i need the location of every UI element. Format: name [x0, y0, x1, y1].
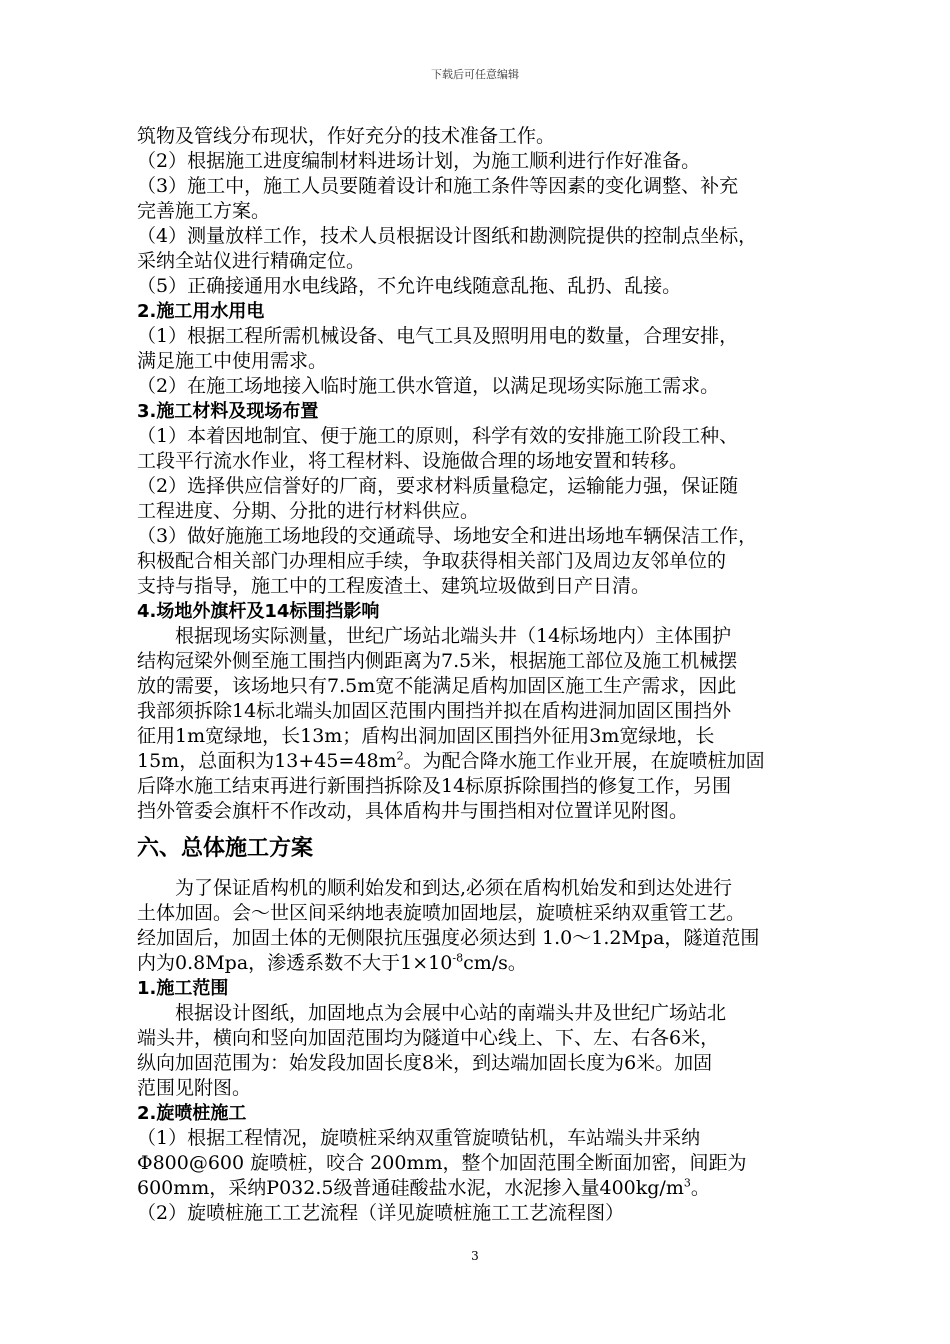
- paragraph-line: 范围见附图。: [137, 1077, 252, 1099]
- paragraph-line: 积极配合相关部门办理相应手续，争取获得相关部门及周边友邻单位的: [137, 550, 727, 572]
- paragraph-line: 征用1m宽绿地，长13m；盾构出洞加固区围挡外征用3m宽绿地，长: [137, 725, 715, 747]
- paragraph-line: 经加固后，加固土体的无侧限抗压强度必须达到 1.0～1.2Mpa，隧道范围: [137, 927, 760, 949]
- paragraph-line: 放的需要，该场地只有7.5m宽不能满足盾构加固区施工生产需求，因此: [137, 675, 737, 697]
- paragraph-line: （3）做好施施工场地段的交通疏导、场地安全和进出场地车辆保洁工作，: [137, 525, 758, 547]
- paragraph-line: 纵向加固范围为：始发段加固长度8米，到达端加固长度为6米。加固: [137, 1052, 713, 1074]
- paragraph-line: 根据设计图纸，加固地点为会展中心站的南端头井及世纪广场站北: [175, 1002, 727, 1024]
- text-segment: 内为0.8Mpa，渗透系数不大于1×10: [137, 952, 453, 974]
- paragraph-line: 工段平行流水作业，将工程材料、设施做合理的场地安置和转移。: [137, 450, 689, 472]
- subheading: 4.场地外旗杆及14标围挡影响: [137, 601, 380, 622]
- paragraph-line: 筑物及管线分布现状，作好充分的技术准备工作。: [137, 125, 556, 147]
- paragraph-line: （1）根据工程所需机械设备、电气工具及照明用电的数量，合理安排，: [137, 325, 739, 347]
- paragraph-line: [137, 749, 849, 774]
- paragraph-line: 根据现场实际测量，世纪广场站北端头井（14标场地内）主体围护: [175, 625, 732, 647]
- paragraph-line: 满足施工中使用需求。: [137, 350, 328, 372]
- paragraph-line: 结构冠梁外侧至施工围挡内侧距离为7.5米，根据施工部位及施工机械摆: [137, 650, 738, 672]
- superscript: 3: [683, 1176, 691, 1190]
- paragraph-line: [137, 951, 849, 976]
- paragraph-line: 端头井，横向和竖向加固范围均为隧道中心线上、下、左、右各6米，: [137, 1027, 720, 1049]
- text-segment: 。: [690, 1177, 710, 1199]
- paragraph-line: （2）在施工场地接入临时施工供水管道，以满足现场实际施工需求。: [137, 375, 720, 397]
- paragraph-line: （4）测量放样工作，技术人员根据设计图纸和勘测院提供的控制点坐标，: [137, 225, 758, 247]
- subheading: 3.施工材料及现场布置: [137, 401, 319, 422]
- text-segment: 600mm，采纳P032.5级普通硅酸盐水泥，水泥掺入量400kg/m: [137, 1177, 684, 1199]
- document-body: [137, 124, 849, 1226]
- paragraph-line: 为了保证盾构机的顺利始发和到达,必须在盾构机始发和到达处进行: [175, 877, 733, 899]
- paragraph-line: [137, 1176, 849, 1201]
- paragraph-line: （3）施工中，施工人员要随着设计和施工条件等因素的变化调整、补充: [137, 175, 739, 197]
- text-segment: 。为配合降水施工作业开展，在旋喷桩加固: [403, 750, 765, 772]
- subheading: 2.施工用水用电: [137, 301, 265, 322]
- superscript: -8: [452, 951, 464, 965]
- paragraph-line: 我部须拆除14标北端头加固区范围内围挡并拟在盾构进洞加固区围挡外: [137, 700, 732, 722]
- paragraph-line: （2）选择供应信誉好的厂商，要求材料质量稳定，运输能力强，保证随: [137, 475, 739, 497]
- paragraph-line: 支持与指导，施工中的工程废渣土、建筑垃圾做到日产日清。: [137, 575, 651, 597]
- text-segment: cm/s。: [463, 952, 527, 974]
- paragraph-line: （1）根据工程情况，旋喷桩采纳双重管旋喷钻机，车站端头井采纳: [137, 1127, 701, 1149]
- section-heading: 六、总体施工方案: [137, 836, 314, 861]
- paragraph-line: 挡外管委会旗杆不作改动，具体盾构井与围挡相对位置详见附图。: [137, 800, 689, 822]
- text-segment: 15m，总面积为13+45=48m: [137, 750, 397, 772]
- paragraph-line: （2）旋喷桩施工工艺流程（详见旋喷桩施工工艺流程图）: [137, 1202, 625, 1224]
- subheading: 2.旋喷桩施工: [137, 1103, 247, 1124]
- paragraph-line: 完善施工方案。: [137, 200, 271, 222]
- paragraph-line: （5）正确接通用水电线路，不允许电线随意乱拖、乱扔、乱接。: [137, 275, 682, 297]
- paragraph-line: 采纳全站仪进行精确定位。: [137, 250, 366, 272]
- page-number: 3: [471, 1249, 479, 1263]
- paragraph-line: 土体加固。会～世区间采纳地表旋喷加固地层，旋喷桩采纳双重管工艺。: [137, 902, 746, 924]
- paragraph-line: Φ800@600 旋喷桩，咬合 200mm，整个加固范围全断面加密，间距为: [137, 1152, 747, 1174]
- page-header: 下载后可任意编辑: [431, 68, 519, 81]
- superscript: 2: [396, 749, 404, 763]
- paragraph-line: （2）根据施工进度编制材料进场计划，为施工顺利进行作好准备。: [137, 150, 701, 172]
- paragraph-line: 后降水施工结束再进行新围挡拆除及14标原拆除围挡的修复工作，另围: [137, 775, 732, 797]
- paragraph-line: 工程进度、分期、分批的进行材料供应。: [137, 500, 480, 522]
- subheading: 1.施工范围: [137, 978, 229, 999]
- paragraph-line: （1）本着因地制宜、便于施工的原则，科学有效的安排施工阶段工种、: [137, 425, 739, 447]
